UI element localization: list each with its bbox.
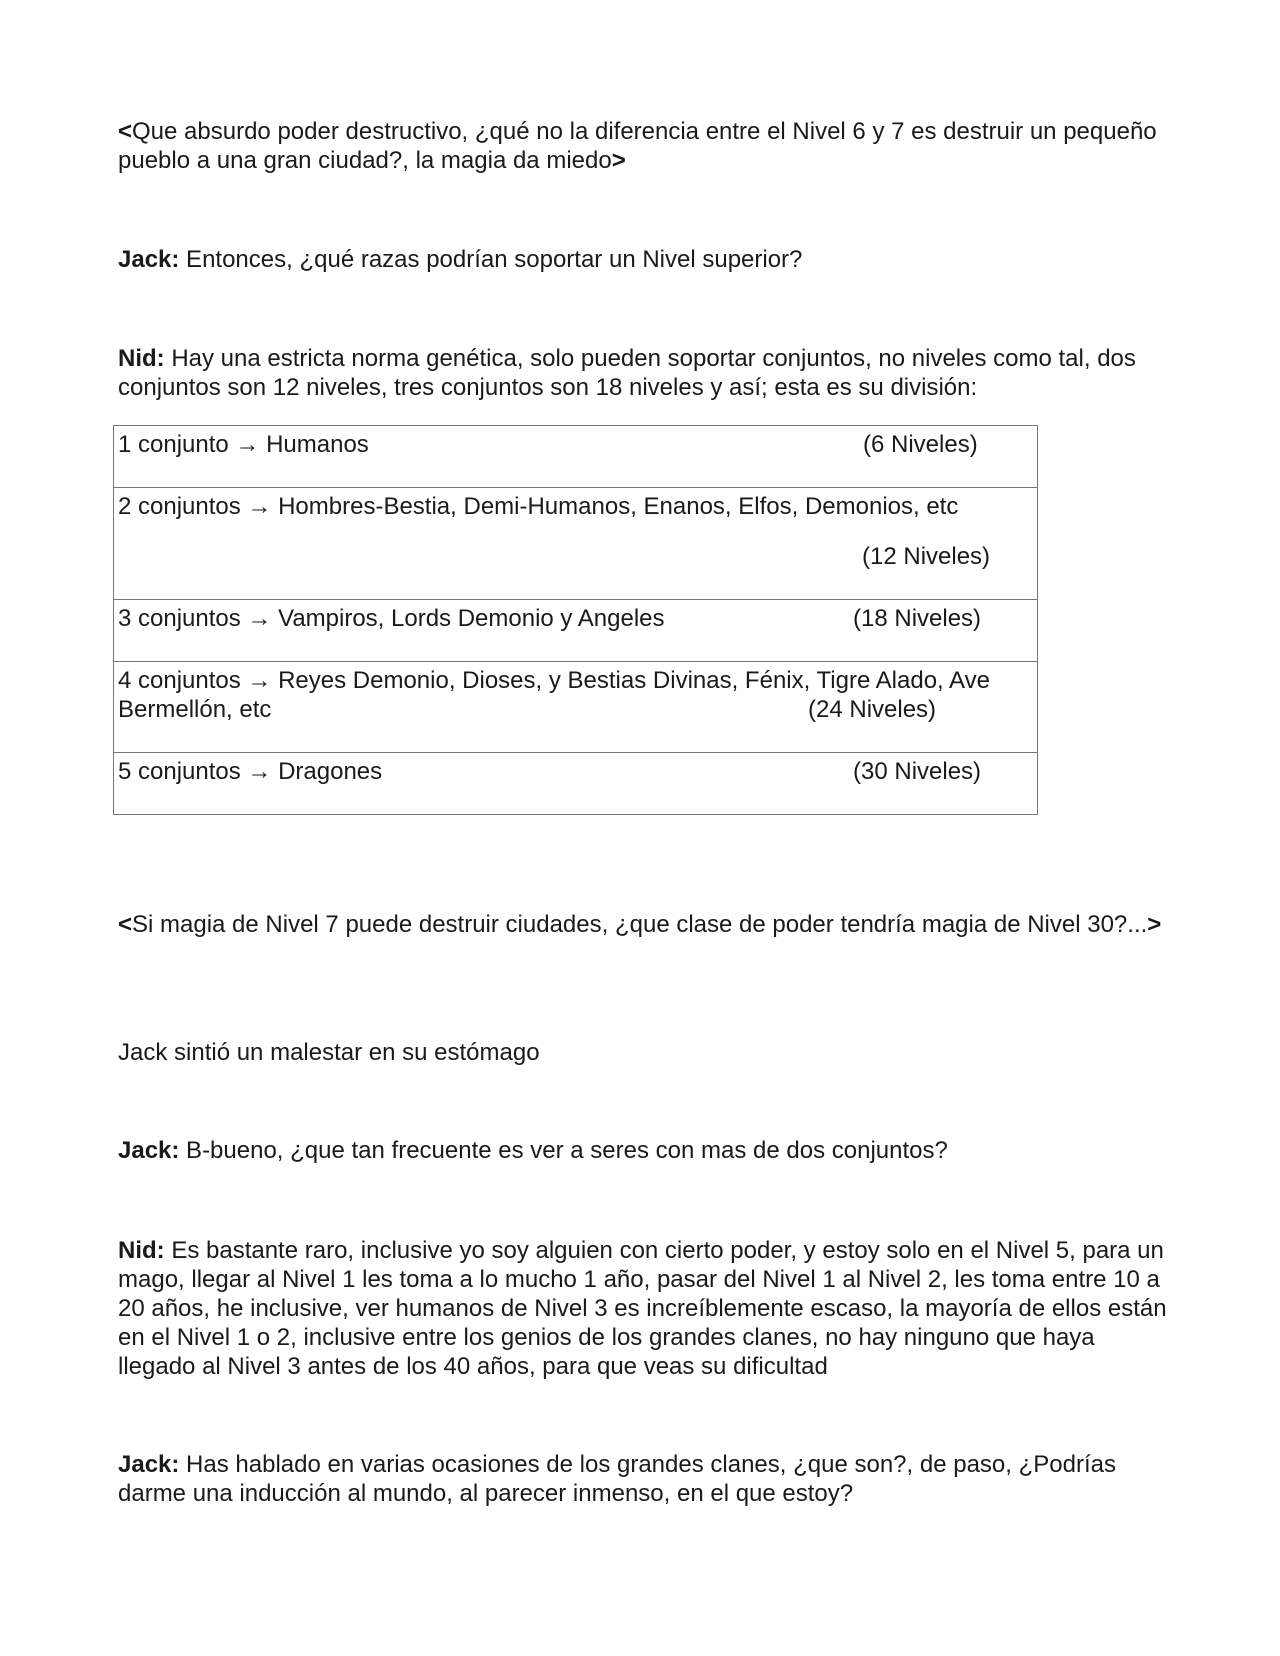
- speaker-label: Jack:: [118, 1451, 180, 1478]
- table-row: [114, 753, 1038, 815]
- dialogue-nid-1: Nid: Hay una estricta norma genética, solo pueden soportar conjuntos, no niveles como tal, dos conjuntos son 12 niveles, tres conjuntos son 18 niveles y así; esta es su división:: [118, 345, 1136, 401]
- speaker-label: Nid:: [118, 345, 165, 372]
- dialogue-nid-2: Nid: Es bastante raro, inclusive yo soy alguien con cierto poder, y estoy solo en el Nivel 5, para un mago, llegar al Nivel 1 les toma a lo mucho 1 año, pasar del Nivel 1 al Nivel 2, les toma entre 10 a 20 años, he inclusive, ver humanos de Nivel 3 es increíblemente escaso, la mayoría de ellos están en el Nivel 1 o 2, inclusive entre los genios de los grandes clanes, no hay ninguno que haya llegado al Nivel 3 antes de los 40 años, para que veas su dificultad: [118, 1237, 1167, 1380]
- levels-cell: (18 Niveles): [853, 605, 982, 632]
- speaker-label: Nid:: [118, 1237, 165, 1264]
- dialogue-jack-3: Jack: Has hablado en varias ocasiones de los grandes clanes, ¿que son?, de paso, ¿Podrías darme una inducción al mundo, al parecer inmenso, en el que estoy?: [118, 1451, 1116, 1507]
- narration-thought-1: <Que absurdo poder destructivo, ¿qué no la diferencia entre el Nivel 6 y 7 es destruir un pequeño pueblo a una gran ciudad?, la magia da miedo>: [118, 118, 1157, 174]
- races-cell-line2: Bermellón, etc: [118, 696, 272, 723]
- table-row: [114, 600, 1038, 662]
- levels-cell: (24 Niveles): [808, 696, 937, 723]
- table-row: [114, 662, 1038, 753]
- table-row: [114, 488, 1038, 600]
- races-cell: 1 conjunto → Humanos: [118, 431, 369, 458]
- races-cell: 3 conjuntos → Vampiros, Lords Demonio y Angeles: [118, 605, 665, 632]
- speaker-label: Jack:: [118, 1137, 180, 1164]
- levels-table: [113, 425, 1038, 815]
- races-cell-line1: 4 conjuntos → Reyes Demonio, Dioses, y Bestias Divinas, Fénix, Tigre Alado, Ave: [118, 667, 990, 694]
- narration-line: Jack sintió un malestar en su estómago: [118, 1039, 540, 1066]
- dialogue-jack-1: Jack: Entonces, ¿qué razas podrían soportar un Nivel superior?: [118, 246, 803, 273]
- speaker-label: Jack:: [118, 246, 180, 273]
- levels-cell: (30 Niveles): [853, 758, 982, 785]
- narration-thought-2: <Si magia de Nivel 7 puede destruir ciudades, ¿que clase de poder tendría magia de Nivel 30?...>: [118, 911, 1162, 938]
- races-cell: 5 conjuntos → Dragones: [118, 758, 383, 785]
- table-row: [114, 426, 1038, 488]
- races-cell: 2 conjuntos → Hombres-Bestia, Demi-Humanos, Enanos, Elfos, Demonios, etc: [118, 493, 959, 520]
- levels-cell: (6 Niveles): [863, 431, 978, 458]
- dialogue-jack-2: Jack: B-bueno, ¿que tan frecuente es ver a seres con mas de dos conjuntos?: [118, 1137, 948, 1164]
- levels-cell: (12 Niveles): [862, 543, 991, 570]
